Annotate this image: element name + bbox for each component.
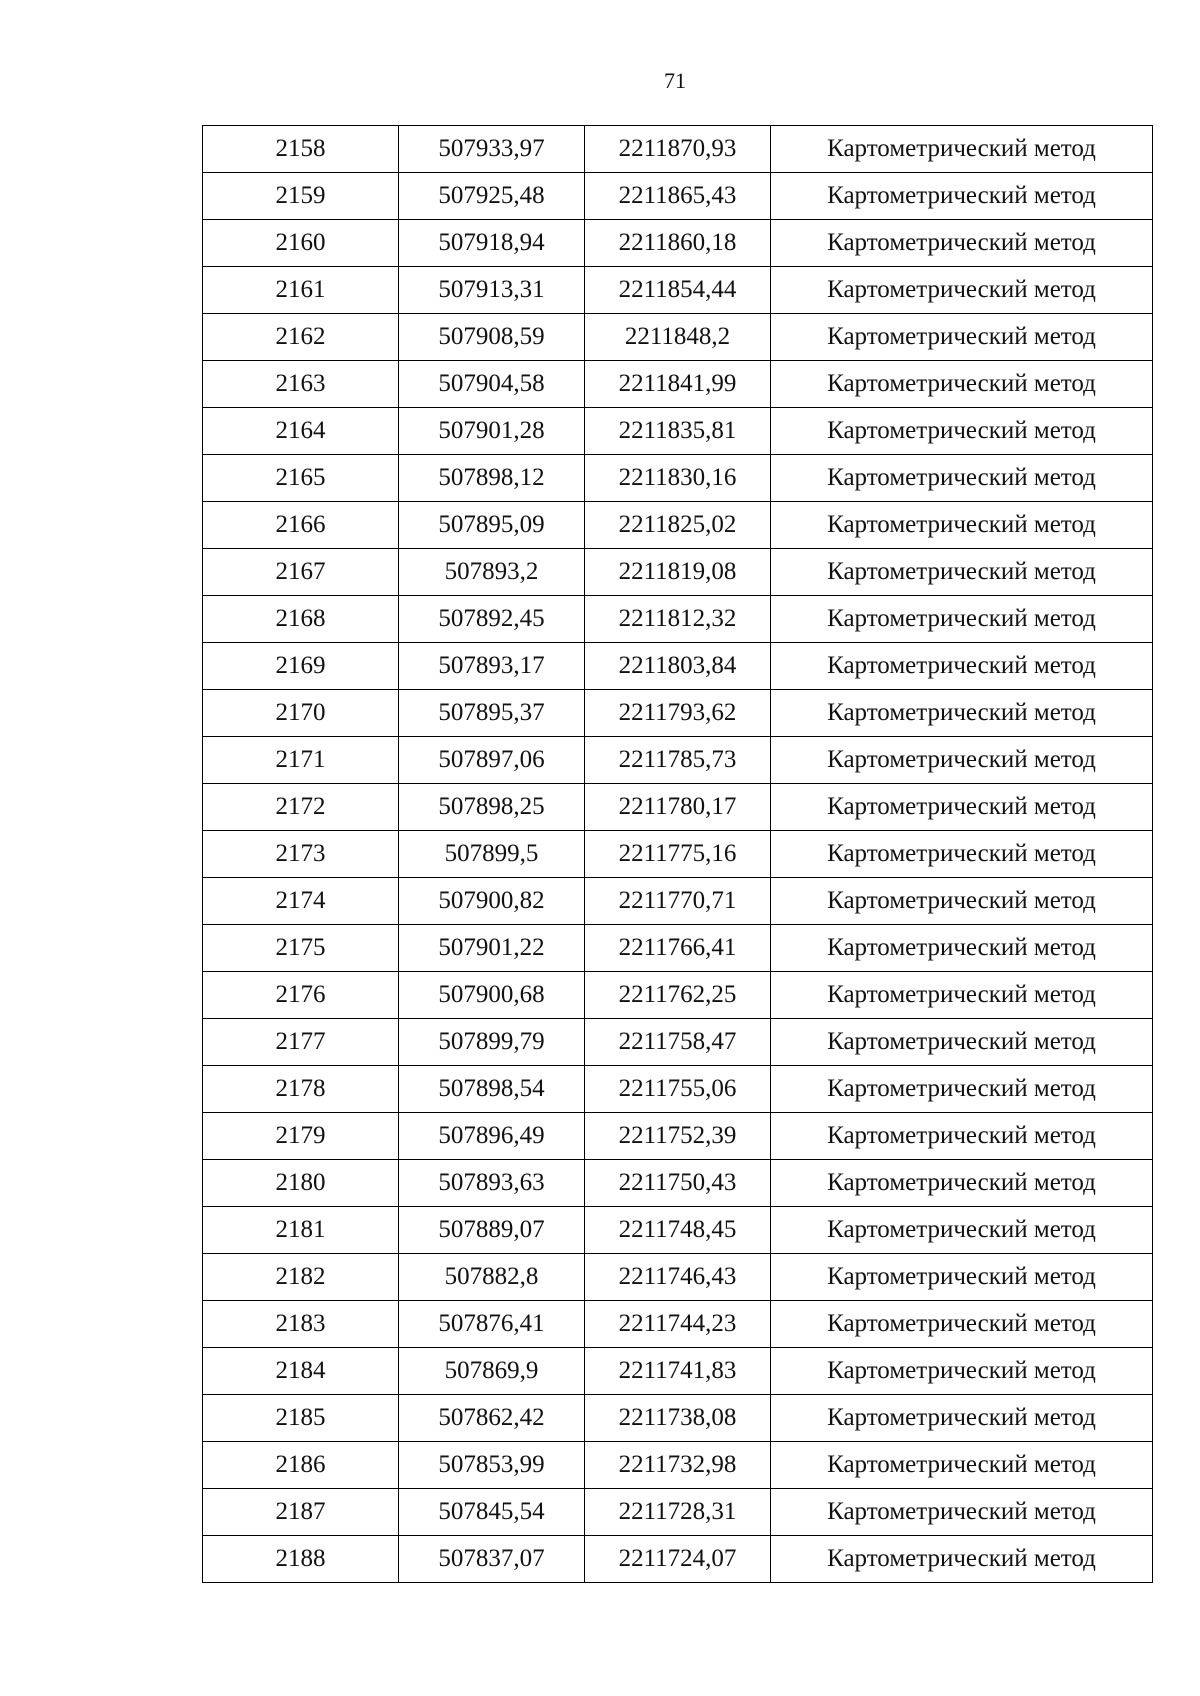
point-number-cell: 2164 <box>203 408 399 455</box>
method-cell: Картометрический метод <box>771 314 1153 361</box>
table-row <box>203 643 1153 690</box>
x-coordinate-cell: 507898,54 <box>399 1066 585 1113</box>
table-row <box>203 455 1153 502</box>
table-row <box>203 1442 1153 1489</box>
x-coordinate-cell: 507876,41 <box>399 1301 585 1348</box>
point-number-cell: 2172 <box>203 784 399 831</box>
y-coordinate-cell: 2211835,81 <box>585 408 771 455</box>
method-cell: Картометрический метод <box>771 267 1153 314</box>
x-coordinate-cell: 507897,06 <box>399 737 585 784</box>
x-coordinate-cell: 507893,2 <box>399 549 585 596</box>
y-coordinate-cell: 2211830,16 <box>585 455 771 502</box>
y-coordinate-cell: 2211746,43 <box>585 1254 771 1301</box>
method-cell: Картометрический метод <box>771 925 1153 972</box>
point-number-cell: 2160 <box>203 220 399 267</box>
method-cell: Картометрический метод <box>771 126 1153 173</box>
method-cell: Картометрический метод <box>771 502 1153 549</box>
point-number-cell: 2184 <box>203 1348 399 1395</box>
method-cell: Картометрический метод <box>771 690 1153 737</box>
y-coordinate-cell: 2211841,99 <box>585 361 771 408</box>
method-cell: Картометрический метод <box>771 1536 1153 1583</box>
x-coordinate-cell: 507898,12 <box>399 455 585 502</box>
y-coordinate-cell: 2211865,43 <box>585 173 771 220</box>
y-coordinate-cell: 2211724,07 <box>585 1536 771 1583</box>
point-number-cell: 2181 <box>203 1207 399 1254</box>
table-row <box>203 549 1153 596</box>
point-number-cell: 2186 <box>203 1442 399 1489</box>
table-row <box>203 1489 1153 1536</box>
x-coordinate-cell: 507900,82 <box>399 878 585 925</box>
method-cell: Картометрический метод <box>771 1395 1153 1442</box>
x-coordinate-cell: 507933,97 <box>399 126 585 173</box>
table-row <box>203 1113 1153 1160</box>
table-row <box>203 925 1153 972</box>
y-coordinate-cell: 2211752,39 <box>585 1113 771 1160</box>
point-number-cell: 2168 <box>203 596 399 643</box>
y-coordinate-cell: 2211770,71 <box>585 878 771 925</box>
table-row <box>203 126 1153 173</box>
x-coordinate-cell: 507898,25 <box>399 784 585 831</box>
table-row <box>203 1348 1153 1395</box>
table-row <box>203 408 1153 455</box>
table-row <box>203 1019 1153 1066</box>
method-cell: Картометрический метод <box>771 1254 1153 1301</box>
method-cell: Картометрический метод <box>771 1442 1153 1489</box>
method-cell: Картометрический метод <box>771 831 1153 878</box>
y-coordinate-cell: 2211758,47 <box>585 1019 771 1066</box>
x-coordinate-cell: 507862,42 <box>399 1395 585 1442</box>
method-cell: Картометрический метод <box>771 878 1153 925</box>
x-coordinate-cell: 507896,49 <box>399 1113 585 1160</box>
point-number-cell: 2159 <box>203 173 399 220</box>
point-number-cell: 2161 <box>203 267 399 314</box>
y-coordinate-cell: 2211775,16 <box>585 831 771 878</box>
point-number-cell: 2173 <box>203 831 399 878</box>
table-row <box>203 173 1153 220</box>
y-coordinate-cell: 2211741,83 <box>585 1348 771 1395</box>
method-cell: Картометрический метод <box>771 1066 1153 1113</box>
y-coordinate-cell: 2211785,73 <box>585 737 771 784</box>
table-row <box>203 690 1153 737</box>
x-coordinate-cell: 507889,07 <box>399 1207 585 1254</box>
table-row <box>203 220 1153 267</box>
x-coordinate-cell: 507892,45 <box>399 596 585 643</box>
y-coordinate-cell: 2211748,45 <box>585 1207 771 1254</box>
method-cell: Картометрический метод <box>771 1489 1153 1536</box>
method-cell: Картометрический метод <box>771 596 1153 643</box>
method-cell: Картометрический метод <box>771 408 1153 455</box>
y-coordinate-cell: 2211825,02 <box>585 502 771 549</box>
point-number-cell: 2187 <box>203 1489 399 1536</box>
y-coordinate-cell: 2211732,98 <box>585 1442 771 1489</box>
page-number: 71 <box>664 68 686 93</box>
table-row <box>203 972 1153 1019</box>
y-coordinate-cell: 2211762,25 <box>585 972 771 1019</box>
table-body <box>203 126 1153 1583</box>
table-row <box>203 314 1153 361</box>
method-cell: Картометрический метод <box>771 549 1153 596</box>
table-row <box>203 784 1153 831</box>
x-coordinate-cell: 507893,63 <box>399 1160 585 1207</box>
x-coordinate-cell: 507901,22 <box>399 925 585 972</box>
method-cell: Картометрический метод <box>771 361 1153 408</box>
y-coordinate-cell: 2211780,17 <box>585 784 771 831</box>
method-cell: Картометрический метод <box>771 220 1153 267</box>
point-number-cell: 2167 <box>203 549 399 596</box>
point-number-cell: 2171 <box>203 737 399 784</box>
y-coordinate-cell: 2211870,93 <box>585 126 771 173</box>
x-coordinate-cell: 507869,9 <box>399 1348 585 1395</box>
coordinates-table <box>202 125 1153 1583</box>
point-number-cell: 2179 <box>203 1113 399 1160</box>
table-row <box>203 1301 1153 1348</box>
table-row <box>203 361 1153 408</box>
point-number-cell: 2169 <box>203 643 399 690</box>
y-coordinate-cell: 2211728,31 <box>585 1489 771 1536</box>
point-number-cell: 2183 <box>203 1301 399 1348</box>
point-number-cell: 2185 <box>203 1395 399 1442</box>
point-number-cell: 2178 <box>203 1066 399 1113</box>
table-row <box>203 878 1153 925</box>
table-row <box>203 1536 1153 1583</box>
y-coordinate-cell: 2211854,44 <box>585 267 771 314</box>
point-number-cell: 2188 <box>203 1536 399 1583</box>
x-coordinate-cell: 507925,48 <box>399 173 585 220</box>
x-coordinate-cell: 507913,31 <box>399 267 585 314</box>
x-coordinate-cell: 507908,59 <box>399 314 585 361</box>
table-row <box>203 1066 1153 1113</box>
x-coordinate-cell: 507899,5 <box>399 831 585 878</box>
method-cell: Картометрический метод <box>771 1113 1153 1160</box>
y-coordinate-cell: 2211744,23 <box>585 1301 771 1348</box>
point-number-cell: 2163 <box>203 361 399 408</box>
method-cell: Картометрический метод <box>771 1348 1153 1395</box>
table-row <box>203 1160 1153 1207</box>
method-cell: Картометрический метод <box>771 1207 1153 1254</box>
point-number-cell: 2176 <box>203 972 399 1019</box>
method-cell: Картометрический метод <box>771 784 1153 831</box>
method-cell: Картометрический метод <box>771 1160 1153 1207</box>
x-coordinate-cell: 507882,8 <box>399 1254 585 1301</box>
x-coordinate-cell: 507904,58 <box>399 361 585 408</box>
point-number-cell: 2170 <box>203 690 399 737</box>
point-number-cell: 2166 <box>203 502 399 549</box>
point-number-cell: 2182 <box>203 1254 399 1301</box>
y-coordinate-cell: 2211848,2 <box>585 314 771 361</box>
method-cell: Картометрический метод <box>771 1301 1153 1348</box>
method-cell: Картометрический метод <box>771 1019 1153 1066</box>
point-number-cell: 2175 <box>203 925 399 972</box>
point-number-cell: 2158 <box>203 126 399 173</box>
x-coordinate-cell: 507895,37 <box>399 690 585 737</box>
x-coordinate-cell: 507893,17 <box>399 643 585 690</box>
point-number-cell: 2162 <box>203 314 399 361</box>
method-cell: Картометрический метод <box>771 173 1153 220</box>
x-coordinate-cell: 507845,54 <box>399 1489 585 1536</box>
method-cell: Картометрический метод <box>771 643 1153 690</box>
y-coordinate-cell: 2211803,84 <box>585 643 771 690</box>
table-row <box>203 1207 1153 1254</box>
y-coordinate-cell: 2211812,32 <box>585 596 771 643</box>
point-number-cell: 2177 <box>203 1019 399 1066</box>
y-coordinate-cell: 2211750,43 <box>585 1160 771 1207</box>
y-coordinate-cell: 2211793,62 <box>585 690 771 737</box>
y-coordinate-cell: 2211738,08 <box>585 1395 771 1442</box>
x-coordinate-cell: 507901,28 <box>399 408 585 455</box>
method-cell: Картометрический метод <box>771 455 1153 502</box>
point-number-cell: 2165 <box>203 455 399 502</box>
x-coordinate-cell: 507837,07 <box>399 1536 585 1583</box>
x-coordinate-cell: 507853,99 <box>399 1442 585 1489</box>
y-coordinate-cell: 2211860,18 <box>585 220 771 267</box>
table-row <box>203 267 1153 314</box>
point-number-cell: 2174 <box>203 878 399 925</box>
y-coordinate-cell: 2211755,06 <box>585 1066 771 1113</box>
method-cell: Картометрический метод <box>771 737 1153 784</box>
x-coordinate-cell: 507900,68 <box>399 972 585 1019</box>
x-coordinate-cell: 507899,79 <box>399 1019 585 1066</box>
table-row <box>203 502 1153 549</box>
method-cell: Картометрический метод <box>771 972 1153 1019</box>
x-coordinate-cell: 507918,94 <box>399 220 585 267</box>
point-number-cell: 2180 <box>203 1160 399 1207</box>
table-row <box>203 737 1153 784</box>
x-coordinate-cell: 507895,09 <box>399 502 585 549</box>
y-coordinate-cell: 2211766,41 <box>585 925 771 972</box>
table-row <box>203 1254 1153 1301</box>
table-row <box>203 1395 1153 1442</box>
table-row <box>203 596 1153 643</box>
y-coordinate-cell: 2211819,08 <box>585 549 771 596</box>
table-row <box>203 831 1153 878</box>
